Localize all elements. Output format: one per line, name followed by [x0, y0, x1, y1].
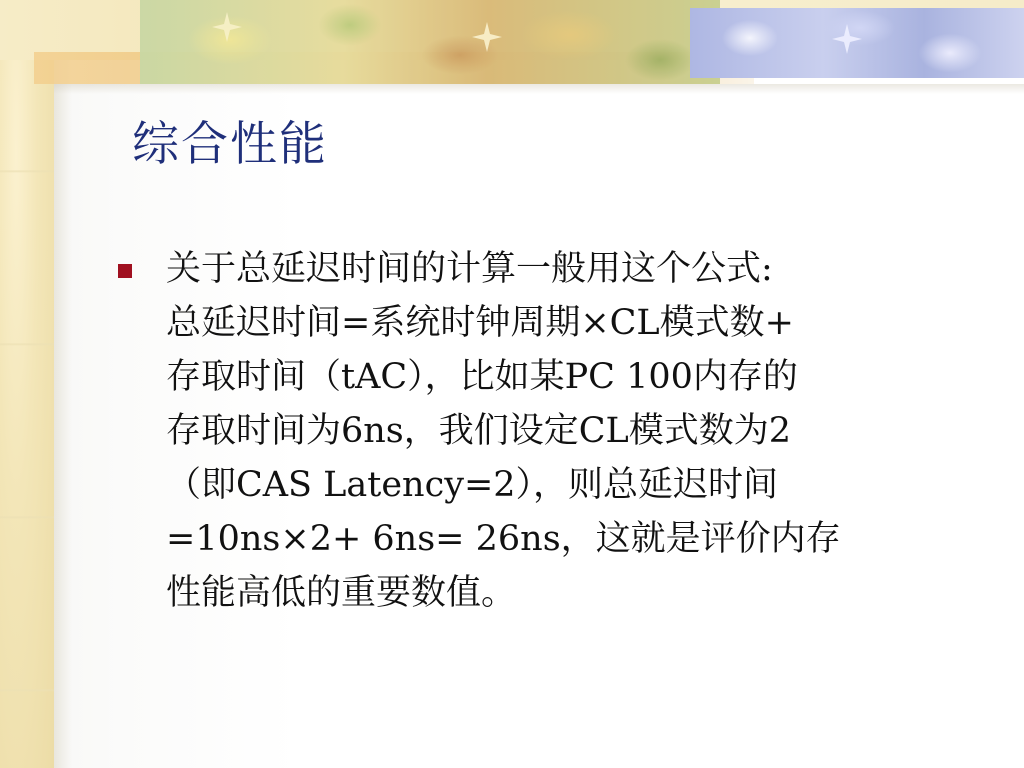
bullet-line: =10ns×2+ 6ns= 26ns，这就是评价内存 — [166, 519, 841, 559]
square-bullet-icon — [118, 264, 132, 278]
leaf-sparkle-icon — [830, 22, 864, 56]
bullet-line: 存取时间为6ns，我们设定CL模式数为2 — [166, 411, 792, 451]
bullet-line: 存取时间（tAC），比如某PC 100内存的 — [166, 357, 798, 397]
slide-title: 综合性能 — [132, 117, 328, 172]
bullet-line: 关于总延迟时间的计算一般用这个公式: — [166, 249, 773, 289]
bullet-line: 总延迟时间=系统时钟周期×CL模式数+ — [166, 303, 795, 343]
bullet-line: （即CAS Latency=2），则总延迟时间 — [166, 465, 779, 505]
bullet-text — [166, 242, 986, 620]
parchment-side-strip — [0, 0, 54, 768]
side-strip-shadow — [54, 0, 72, 768]
decorative-banner — [0, 0, 1024, 88]
leaf-sparkle-icon — [210, 10, 244, 44]
banner-shadow — [54, 84, 1024, 94]
bullet-line: 性能高低的重要数值。 — [166, 573, 517, 613]
leaf-sparkle-icon — [470, 20, 504, 54]
